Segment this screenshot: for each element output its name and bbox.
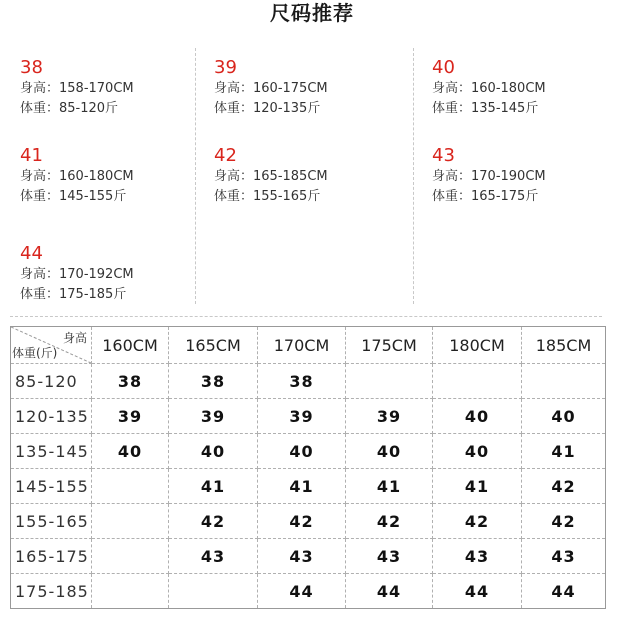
weight-range: 体重：165-175斤	[432, 189, 539, 204]
column-header: 170CM	[258, 327, 346, 364]
size-card-44	[20, 243, 134, 305]
size-label: 44	[20, 243, 43, 264]
table-cell: 39	[258, 399, 346, 434]
table-cell: 41	[433, 469, 522, 504]
table-cell: 44	[433, 574, 522, 609]
table-cell: 43	[346, 539, 433, 574]
table-cell: 41	[346, 469, 433, 504]
size-label: 38	[20, 57, 43, 78]
table-cell	[522, 364, 606, 399]
row-header: 120-135	[11, 399, 92, 434]
table-cell: 42	[258, 504, 346, 539]
table-cell: 40	[346, 434, 433, 469]
table-cell: 41	[522, 434, 606, 469]
table-cell: 40	[433, 434, 522, 469]
table-cell	[92, 539, 169, 574]
table-cell: 44	[522, 574, 606, 609]
weight-range: 体重：135-145斤	[432, 101, 539, 116]
height-range: 身高：170-192CM	[20, 267, 134, 282]
table-cell: 43	[522, 539, 606, 574]
table-cell: 41	[258, 469, 346, 504]
row-header: 155-165	[11, 504, 92, 539]
table-cell: 40	[522, 399, 606, 434]
table-row	[11, 469, 606, 504]
weight-range: 体重：120-135斤	[214, 101, 321, 116]
table-row	[11, 434, 606, 469]
table-cell: 39	[346, 399, 433, 434]
size-label: 43	[432, 145, 455, 166]
table-cell: 43	[258, 539, 346, 574]
row-header: 135-145	[11, 434, 92, 469]
height-range: 身高：160-180CM	[20, 169, 134, 184]
table-row	[11, 539, 606, 574]
row-header: 165-175	[11, 539, 92, 574]
size-card-41	[20, 145, 134, 207]
column-header: 165CM	[169, 327, 258, 364]
table-cell: 42	[433, 504, 522, 539]
column-header: 160CM	[92, 327, 169, 364]
table-cell: 42	[522, 469, 606, 504]
table-cell: 40	[169, 434, 258, 469]
corner-height-label: 身高	[62, 331, 87, 345]
height-range: 身高：160-175CM	[214, 81, 328, 96]
size-card-39	[214, 57, 328, 119]
table-cell: 38	[169, 364, 258, 399]
table-cell	[346, 364, 433, 399]
size-card-38	[20, 57, 134, 119]
table-cell: 42	[169, 504, 258, 539]
column-header: 185CM	[522, 327, 606, 364]
table-cell: 43	[169, 539, 258, 574]
table-cell: 43	[433, 539, 522, 574]
column-divider	[195, 48, 196, 304]
weight-range: 体重：155-165斤	[214, 189, 321, 204]
page-title: 尺码推荐	[270, 1, 354, 25]
table-cell: 44	[258, 574, 346, 609]
size-card-43	[432, 145, 546, 207]
table-cell: 39	[92, 399, 169, 434]
row-header: 85-120	[11, 364, 92, 399]
table-cell: 44	[346, 574, 433, 609]
table-cell: 41	[169, 469, 258, 504]
height-range: 身高：165-185CM	[214, 169, 328, 184]
table-cell	[169, 574, 258, 609]
table-cell: 40	[258, 434, 346, 469]
column-divider	[413, 48, 414, 304]
table-row	[11, 364, 606, 399]
row-header: 145-155	[11, 469, 92, 504]
table-header-row	[11, 327, 606, 364]
weight-range: 体重：175-185斤	[20, 287, 127, 302]
table-cell: 38	[258, 364, 346, 399]
size-label: 42	[214, 145, 237, 166]
corner-weight-label: 体重(斤)	[12, 346, 58, 360]
corner-cell	[11, 327, 92, 364]
weight-range: 体重：85-120斤	[20, 101, 119, 116]
row-header: 175-185	[11, 574, 92, 609]
table-cell: 42	[522, 504, 606, 539]
size-label: 41	[20, 145, 43, 166]
table-cell: 42	[346, 504, 433, 539]
weight-range: 体重：145-155斤	[20, 189, 127, 204]
table-cell	[92, 469, 169, 504]
height-range: 身高：170-190CM	[432, 169, 546, 184]
table-cell	[92, 504, 169, 539]
size-label: 39	[214, 57, 237, 78]
height-range: 身高：160-180CM	[432, 81, 546, 96]
table-row	[11, 504, 606, 539]
section-divider	[10, 316, 602, 317]
size-chart-table	[10, 326, 606, 609]
size-label: 40	[432, 57, 455, 78]
table-row	[11, 574, 606, 609]
column-header: 175CM	[346, 327, 433, 364]
table-cell	[433, 364, 522, 399]
table-cell: 38	[92, 364, 169, 399]
table-row	[11, 399, 606, 434]
table-cell: 40	[92, 434, 169, 469]
table-cell: 40	[433, 399, 522, 434]
size-card-40	[432, 57, 546, 119]
column-header: 180CM	[433, 327, 522, 364]
table-cell	[92, 574, 169, 609]
height-range: 身高：158-170CM	[20, 81, 134, 96]
table-cell: 39	[169, 399, 258, 434]
size-card-42	[214, 145, 328, 207]
